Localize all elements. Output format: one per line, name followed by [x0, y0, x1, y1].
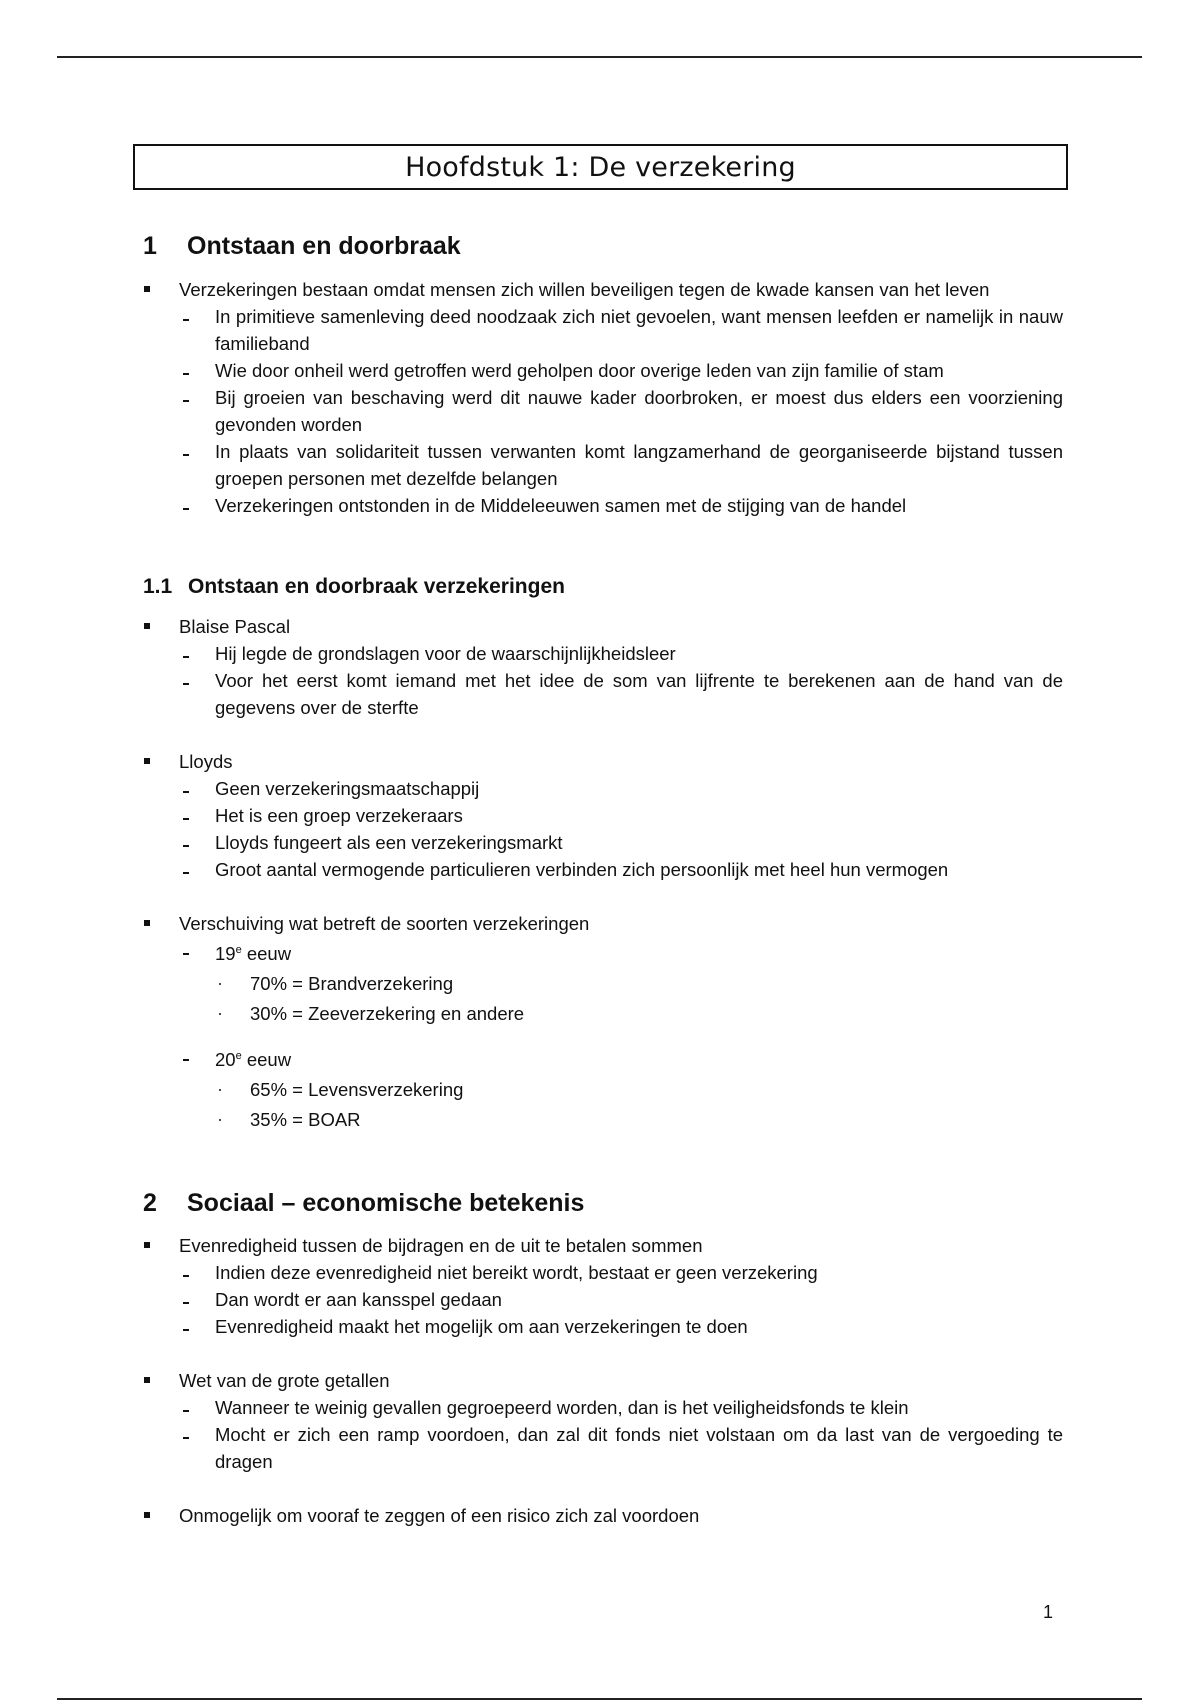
sub-item: Hij legde de grondslagen voor de waarschijnlijkheidsleer — [143, 640, 1063, 667]
bullet-item: Wet van de grote getallen — [143, 1367, 1063, 1394]
sub-item: Wie door onheil werd getroffen werd geholpen door overige leden van zijn familie of stam — [143, 357, 1063, 384]
sub-item: Lloyds fungeert als een verzekeringsmarkt — [143, 829, 1063, 856]
century-19 — [143, 937, 1063, 967]
century-word: eeuw — [241, 943, 292, 965]
chapter-title: Hoofdstuk 1: De verzekering — [405, 151, 796, 183]
sub-item: In plaats van solidariteit tussen verwanten komt langzamerhand de georganiseerde bijstand tussen groepen personen met dezelfde belangen — [143, 438, 1063, 492]
century-number: 19 — [215, 943, 236, 965]
bullet-item: Onmogelijk om vooraf te zeggen of een risico zich zal voordoen — [143, 1502, 1063, 1529]
section-number: 1 — [143, 232, 157, 260]
century-superscript: e — [235, 944, 242, 956]
subsub-item: 30% = Zeeverzekering en andere — [143, 1000, 1063, 1027]
sub-item: Verzekeringen ontstonden in de Middeleeuwen samen met de stijging van de handel — [143, 492, 1063, 519]
sub-item: Indien deze evenredigheid niet bereikt wordt, bestaat er geen verzekering — [143, 1259, 1063, 1286]
chapter-title-box — [133, 144, 1068, 190]
bullet-item: Verschuiving wat betreft de soorten verzekeringen — [143, 910, 1063, 937]
section-title: Ontstaan en doorbraak verzekeringen — [188, 575, 565, 598]
sub-item: Mocht er zich een ramp voordoen, dan zal dit fonds niet volstaan om da last van de vergoeding te dragen — [143, 1421, 1063, 1475]
document-body — [143, 232, 1063, 1529]
sub-item: Evenredigheid maakt het mogelijk om aan verzekeringen te doen — [143, 1313, 1063, 1340]
sub-item: Groot aantal vermogende particulieren verbinden zich persoonlijk met heel hun vermogen — [143, 856, 1063, 883]
bullet-item: Evenredigheid tussen de bijdragen en de uit te betalen sommen — [143, 1232, 1063, 1259]
subsub-item: 70% = Brandverzekering — [143, 970, 1063, 997]
sub-item: Dan wordt er aan kansspel gedaan — [143, 1286, 1063, 1313]
section-heading-1 — [143, 232, 1063, 261]
sub-item: Voor het eerst komt iemand met het idee de som van lijfrente te berekenen aan de hand van de gegevens over de sterfte — [143, 667, 1063, 721]
section-number: 2 — [143, 1189, 157, 1218]
sub-item: Bij groeien van beschaving werd dit nauwe kader doorbroken, er moest dus elders een voorziening gevonden worden — [143, 384, 1063, 438]
section-title: Ontstaan en doorbraak — [187, 232, 461, 260]
century-word: eeuw — [241, 1049, 292, 1071]
section-number: 1.1 — [143, 575, 173, 598]
bullet-item: Blaise Pascal — [143, 613, 1063, 640]
page-number: 1 — [1043, 1602, 1054, 1622]
sub-item: Geen verzekeringsmaatschappij — [143, 775, 1063, 802]
century-number: 20 — [215, 1049, 236, 1071]
century-superscript: e — [235, 1050, 242, 1063]
subsub-item: 65% = Levensverzekering — [143, 1076, 1063, 1103]
sub-item: In primitieve samenleving deed noodzaak zich niet gevoelen, want mensen leefden er namelijk in nauw familieband — [143, 303, 1063, 357]
section-heading-2 — [143, 1189, 1063, 1218]
section-heading-1-1 — [143, 575, 1063, 599]
sub-item: Wanneer te weinig gevallen gegroepeerd worden, dan is het veiligheidsfonds te klein — [143, 1394, 1063, 1421]
bullet-item: Verzekeringen bestaan omdat mensen zich willen beveiligen tegen de kwade kansen van het leven — [143, 276, 1063, 303]
subsub-item: 35% = BOAR — [143, 1106, 1063, 1133]
header-rule — [57, 56, 1142, 58]
century-20 — [143, 1043, 1063, 1073]
bullet-item: Lloyds — [143, 748, 1063, 775]
sub-item: Het is een groep verzekeraars — [143, 802, 1063, 829]
section-title: Sociaal – economische betekenis — [187, 1189, 585, 1218]
